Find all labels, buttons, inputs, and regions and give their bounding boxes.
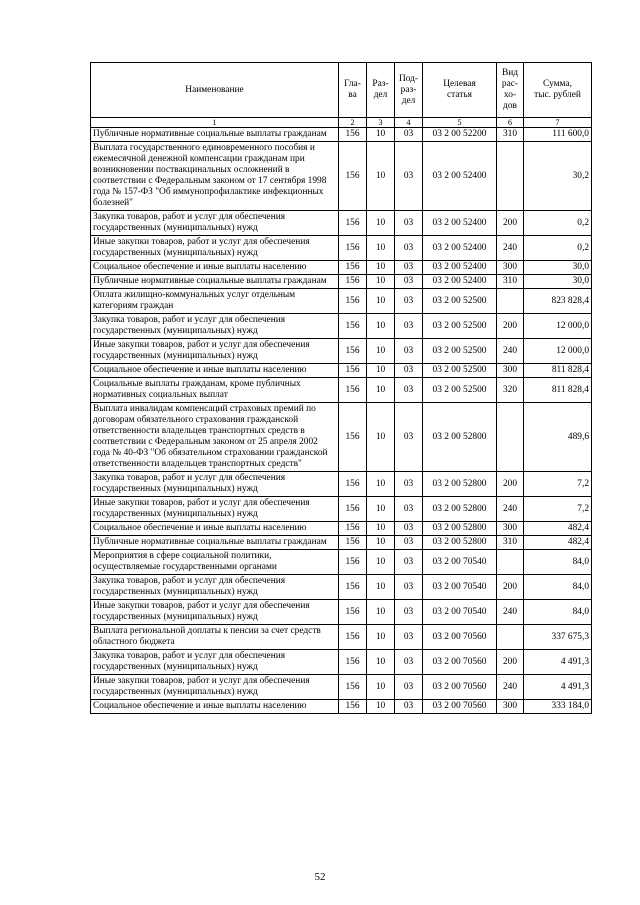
row-podrazdel: 03 xyxy=(395,142,423,211)
row-razdel: 10 xyxy=(367,236,395,261)
row-razdel: 10 xyxy=(367,314,395,339)
row-target: 03 2 00 52400 xyxy=(423,211,497,236)
table-row xyxy=(91,700,592,714)
row-name: Выплата региональной доплаты к пенсии за счет средств областного бюджета xyxy=(91,625,339,650)
row-target: 03 2 00 70560 xyxy=(423,675,497,700)
column-number: 6 xyxy=(497,118,524,128)
row-target: 03 2 00 52500 xyxy=(423,378,497,403)
row-podrazdel: 03 xyxy=(395,675,423,700)
row-razdel: 10 xyxy=(367,600,395,625)
row-razdel: 10 xyxy=(367,261,395,275)
row-glava: 156 xyxy=(339,275,367,289)
row-podrazdel: 03 xyxy=(395,600,423,625)
row-name: Социальное обеспечение и иные выплаты населению xyxy=(91,261,339,275)
row-razdel: 10 xyxy=(367,536,395,550)
row-target: 03 2 00 70560 xyxy=(423,650,497,675)
row-sum: 7,2 xyxy=(524,472,592,497)
table-row xyxy=(91,522,592,536)
row-podrazdel: 03 xyxy=(395,289,423,314)
row-podrazdel: 03 xyxy=(395,550,423,575)
row-name: Социальное обеспечение и иные выплаты населению xyxy=(91,522,339,536)
row-razdel: 10 xyxy=(367,675,395,700)
row-vid: 300 xyxy=(497,522,524,536)
row-podrazdel: 03 xyxy=(395,472,423,497)
table-row xyxy=(91,536,592,550)
row-vid: 310 xyxy=(497,536,524,550)
row-podrazdel: 03 xyxy=(395,700,423,714)
row-glava: 156 xyxy=(339,497,367,522)
row-sum: 4 491,3 xyxy=(524,675,592,700)
row-target: 03 2 00 52500 xyxy=(423,314,497,339)
row-glava: 156 xyxy=(339,339,367,364)
table-body xyxy=(91,128,592,714)
row-podrazdel: 03 xyxy=(395,339,423,364)
row-vid xyxy=(497,550,524,575)
row-glava: 156 xyxy=(339,403,367,472)
row-razdel: 10 xyxy=(367,378,395,403)
row-podrazdel: 03 xyxy=(395,497,423,522)
row-target: 03 2 00 70540 xyxy=(423,550,497,575)
row-target: 03 2 00 52500 xyxy=(423,289,497,314)
table-row xyxy=(91,339,592,364)
row-glava: 156 xyxy=(339,211,367,236)
column-header-name: Наименование xyxy=(91,63,339,118)
row-vid: 310 xyxy=(497,275,524,289)
row-name: Закупка товаров, работ и услуг для обеспечения государственных (муниципальных) нужд xyxy=(91,472,339,497)
row-target: 03 2 00 52400 xyxy=(423,261,497,275)
row-vid: 310 xyxy=(497,128,524,142)
row-glava: 156 xyxy=(339,536,367,550)
row-glava: 156 xyxy=(339,600,367,625)
column-header-glava: Гла- ва xyxy=(339,63,367,118)
row-razdel: 10 xyxy=(367,550,395,575)
row-target: 03 2 00 52500 xyxy=(423,339,497,364)
row-target: 03 2 00 52800 xyxy=(423,522,497,536)
row-name: Закупка товаров, работ и услуг для обеспечения государственных (муниципальных) нужд xyxy=(91,575,339,600)
row-target: 03 2 00 52800 xyxy=(423,472,497,497)
row-vid: 240 xyxy=(497,236,524,261)
row-target: 03 2 00 70560 xyxy=(423,625,497,650)
row-vid xyxy=(497,142,524,211)
table-row xyxy=(91,472,592,497)
row-target: 03 2 00 70540 xyxy=(423,575,497,600)
row-sum: 30,2 xyxy=(524,142,592,211)
row-name: Выплата инвалидам компенсаций страховых премий по договорам обязательного страхования гражданской ответственности владельцев транспортных средств в соответствии с Федеральным законом от 25 апреля 2002 года № 40-ФЗ "Об обязательном страховании гражданской ответственности владельцев транспортных средств" xyxy=(91,403,339,472)
row-vid: 200 xyxy=(497,650,524,675)
row-glava: 156 xyxy=(339,364,367,378)
table-row xyxy=(91,261,592,275)
table-row xyxy=(91,236,592,261)
row-razdel: 10 xyxy=(367,211,395,236)
row-glava: 156 xyxy=(339,236,367,261)
row-name: Мероприятия в сфере социальной политики, осуществляемые государственными органами xyxy=(91,550,339,575)
row-glava: 156 xyxy=(339,128,367,142)
row-sum: 0,2 xyxy=(524,236,592,261)
row-glava: 156 xyxy=(339,472,367,497)
row-name: Социальное обеспечение и иные выплаты населению xyxy=(91,364,339,378)
row-razdel: 10 xyxy=(367,275,395,289)
row-sum: 811 828,4 xyxy=(524,378,592,403)
table-row xyxy=(91,289,592,314)
table-row xyxy=(91,128,592,142)
row-vid: 200 xyxy=(497,314,524,339)
row-target: 03 2 00 52200 xyxy=(423,128,497,142)
column-number: 1 xyxy=(91,118,339,128)
row-target: 03 2 00 52400 xyxy=(423,236,497,261)
row-vid: 300 xyxy=(497,364,524,378)
row-podrazdel: 03 xyxy=(395,403,423,472)
column-header-podrazdel: Под- раз- дел xyxy=(395,63,423,118)
row-target: 03 2 00 52500 xyxy=(423,364,497,378)
row-podrazdel: 03 xyxy=(395,211,423,236)
row-sum: 30,0 xyxy=(524,275,592,289)
row-vid: 240 xyxy=(497,497,524,522)
column-number: 4 xyxy=(395,118,423,128)
row-razdel: 10 xyxy=(367,128,395,142)
row-sum: 12 000,0 xyxy=(524,314,592,339)
row-name: Публичные нормативные социальные выплаты гражданам xyxy=(91,536,339,550)
row-podrazdel: 03 xyxy=(395,536,423,550)
row-name: Иные закупки товаров, работ и услуг для обеспечения государственных (муниципальных) нужд xyxy=(91,600,339,625)
row-name: Публичные нормативные социальные выплаты гражданам xyxy=(91,275,339,289)
row-sum: 84,0 xyxy=(524,550,592,575)
table-row xyxy=(91,625,592,650)
row-name: Иные закупки товаров, работ и услуг для обеспечения государственных (муниципальных) нужд xyxy=(91,236,339,261)
header-row xyxy=(91,63,592,118)
row-glava: 156 xyxy=(339,650,367,675)
row-glava: 156 xyxy=(339,575,367,600)
row-vid xyxy=(497,625,524,650)
row-name: Иные закупки товаров, работ и услуг для обеспечения государственных (муниципальных) нужд xyxy=(91,675,339,700)
row-sum: 811 828,4 xyxy=(524,364,592,378)
row-sum: 84,0 xyxy=(524,575,592,600)
row-razdel: 10 xyxy=(367,364,395,378)
row-vid: 240 xyxy=(497,675,524,700)
row-vid xyxy=(497,289,524,314)
row-podrazdel: 03 xyxy=(395,575,423,600)
row-target: 03 2 00 52800 xyxy=(423,497,497,522)
row-sum: 111 600,0 xyxy=(524,128,592,142)
row-glava: 156 xyxy=(339,142,367,211)
row-sum: 333 184,0 xyxy=(524,700,592,714)
row-razdel: 10 xyxy=(367,700,395,714)
row-glava: 156 xyxy=(339,522,367,536)
row-target: 03 2 00 52800 xyxy=(423,403,497,472)
column-number: 5 xyxy=(423,118,497,128)
row-podrazdel: 03 xyxy=(395,650,423,675)
row-name: Иные закупки товаров, работ и услуг для обеспечения государственных (муниципальных) нужд xyxy=(91,497,339,522)
row-razdel: 10 xyxy=(367,522,395,536)
row-name: Выплата государственного единовременного пособия и ежемесячной денежной компенсации гражданам при возникновении поствакцинальных осложнений в соответствии с Федеральным законом от 17 сентября 1998 года № 157-ФЗ "Об иммунопрофилактике инфекционных болезней" xyxy=(91,142,339,211)
row-vid: 300 xyxy=(497,261,524,275)
row-sum: 84,0 xyxy=(524,600,592,625)
row-podrazdel: 03 xyxy=(395,236,423,261)
table-row xyxy=(91,378,592,403)
column-header-target: Целевая статья xyxy=(423,63,497,118)
row-sum: 12 000,0 xyxy=(524,339,592,364)
row-sum: 823 828,4 xyxy=(524,289,592,314)
row-razdel: 10 xyxy=(367,403,395,472)
row-glava: 156 xyxy=(339,378,367,403)
table-row xyxy=(91,275,592,289)
row-razdel: 10 xyxy=(367,472,395,497)
table-row xyxy=(91,142,592,211)
row-sum: 489,6 xyxy=(524,403,592,472)
row-razdel: 10 xyxy=(367,339,395,364)
row-sum: 482,4 xyxy=(524,522,592,536)
row-name: Публичные нормативные социальные выплаты гражданам xyxy=(91,128,339,142)
row-vid: 200 xyxy=(497,575,524,600)
row-glava: 156 xyxy=(339,625,367,650)
row-vid: 320 xyxy=(497,378,524,403)
row-vid: 300 xyxy=(497,700,524,714)
row-vid: 200 xyxy=(497,211,524,236)
row-sum: 0,2 xyxy=(524,211,592,236)
row-target: 03 2 00 70560 xyxy=(423,700,497,714)
row-name: Социальные выплаты гражданам, кроме публичных нормативных социальных выплат xyxy=(91,378,339,403)
row-sum: 7,2 xyxy=(524,497,592,522)
row-name: Закупка товаров, работ и услуг для обеспечения государственных (муниципальных) нужд xyxy=(91,650,339,675)
column-number: 3 xyxy=(367,118,395,128)
row-podrazdel: 03 xyxy=(395,128,423,142)
row-podrazdel: 03 xyxy=(395,364,423,378)
row-target: 03 2 00 70540 xyxy=(423,600,497,625)
row-podrazdel: 03 xyxy=(395,275,423,289)
page-number: 52 xyxy=(314,871,326,883)
column-number: 2 xyxy=(339,118,367,128)
table-row xyxy=(91,650,592,675)
table-row xyxy=(91,550,592,575)
table-row xyxy=(91,497,592,522)
row-name: Социальное обеспечение и иные выплаты населению xyxy=(91,700,339,714)
table-row xyxy=(91,364,592,378)
row-target: 03 2 00 52800 xyxy=(423,536,497,550)
row-razdel: 10 xyxy=(367,142,395,211)
row-razdel: 10 xyxy=(367,625,395,650)
row-razdel: 10 xyxy=(367,650,395,675)
row-glava: 156 xyxy=(339,700,367,714)
row-sum: 482,4 xyxy=(524,536,592,550)
row-podrazdel: 03 xyxy=(395,625,423,650)
column-header-razdel: Раз- дел xyxy=(367,63,395,118)
row-glava: 156 xyxy=(339,675,367,700)
row-podrazdel: 03 xyxy=(395,261,423,275)
row-razdel: 10 xyxy=(367,289,395,314)
row-name: Закупка товаров, работ и услуг для обеспечения государственных (муниципальных) нужд xyxy=(91,314,339,339)
table-row xyxy=(91,575,592,600)
row-podrazdel: 03 xyxy=(395,314,423,339)
row-vid: 200 xyxy=(497,472,524,497)
row-name: Оплата жилищно-коммунальных услуг отдельным категориям граждан xyxy=(91,289,339,314)
row-podrazdel: 03 xyxy=(395,378,423,403)
column-header-vid: Вид рас- хо- дов xyxy=(497,63,524,118)
column-number-row xyxy=(91,118,592,128)
row-target: 03 2 00 52400 xyxy=(423,275,497,289)
row-name: Закупка товаров, работ и услуг для обеспечения государственных (муниципальных) нужд xyxy=(91,211,339,236)
column-number: 7 xyxy=(524,118,592,128)
row-razdel: 10 xyxy=(367,497,395,522)
row-glava: 156 xyxy=(339,314,367,339)
row-sum: 30,0 xyxy=(524,261,592,275)
table-row xyxy=(91,600,592,625)
table-row xyxy=(91,675,592,700)
row-podrazdel: 03 xyxy=(395,522,423,536)
row-sum: 4 491,3 xyxy=(524,650,592,675)
row-target: 03 2 00 52400 xyxy=(423,142,497,211)
row-razdel: 10 xyxy=(367,575,395,600)
row-vid: 240 xyxy=(497,339,524,364)
row-glava: 156 xyxy=(339,550,367,575)
row-glava: 156 xyxy=(339,261,367,275)
row-sum: 337 675,3 xyxy=(524,625,592,650)
row-name: Иные закупки товаров, работ и услуг для обеспечения государственных (муниципальных) нужд xyxy=(91,339,339,364)
row-glava: 156 xyxy=(339,289,367,314)
budget-table xyxy=(90,62,592,714)
table-row xyxy=(91,211,592,236)
row-vid: 240 xyxy=(497,600,524,625)
table-row xyxy=(91,314,592,339)
column-header-sum: Сумма, тыс. рублей xyxy=(524,63,592,118)
row-vid xyxy=(497,403,524,472)
table-row xyxy=(91,403,592,472)
